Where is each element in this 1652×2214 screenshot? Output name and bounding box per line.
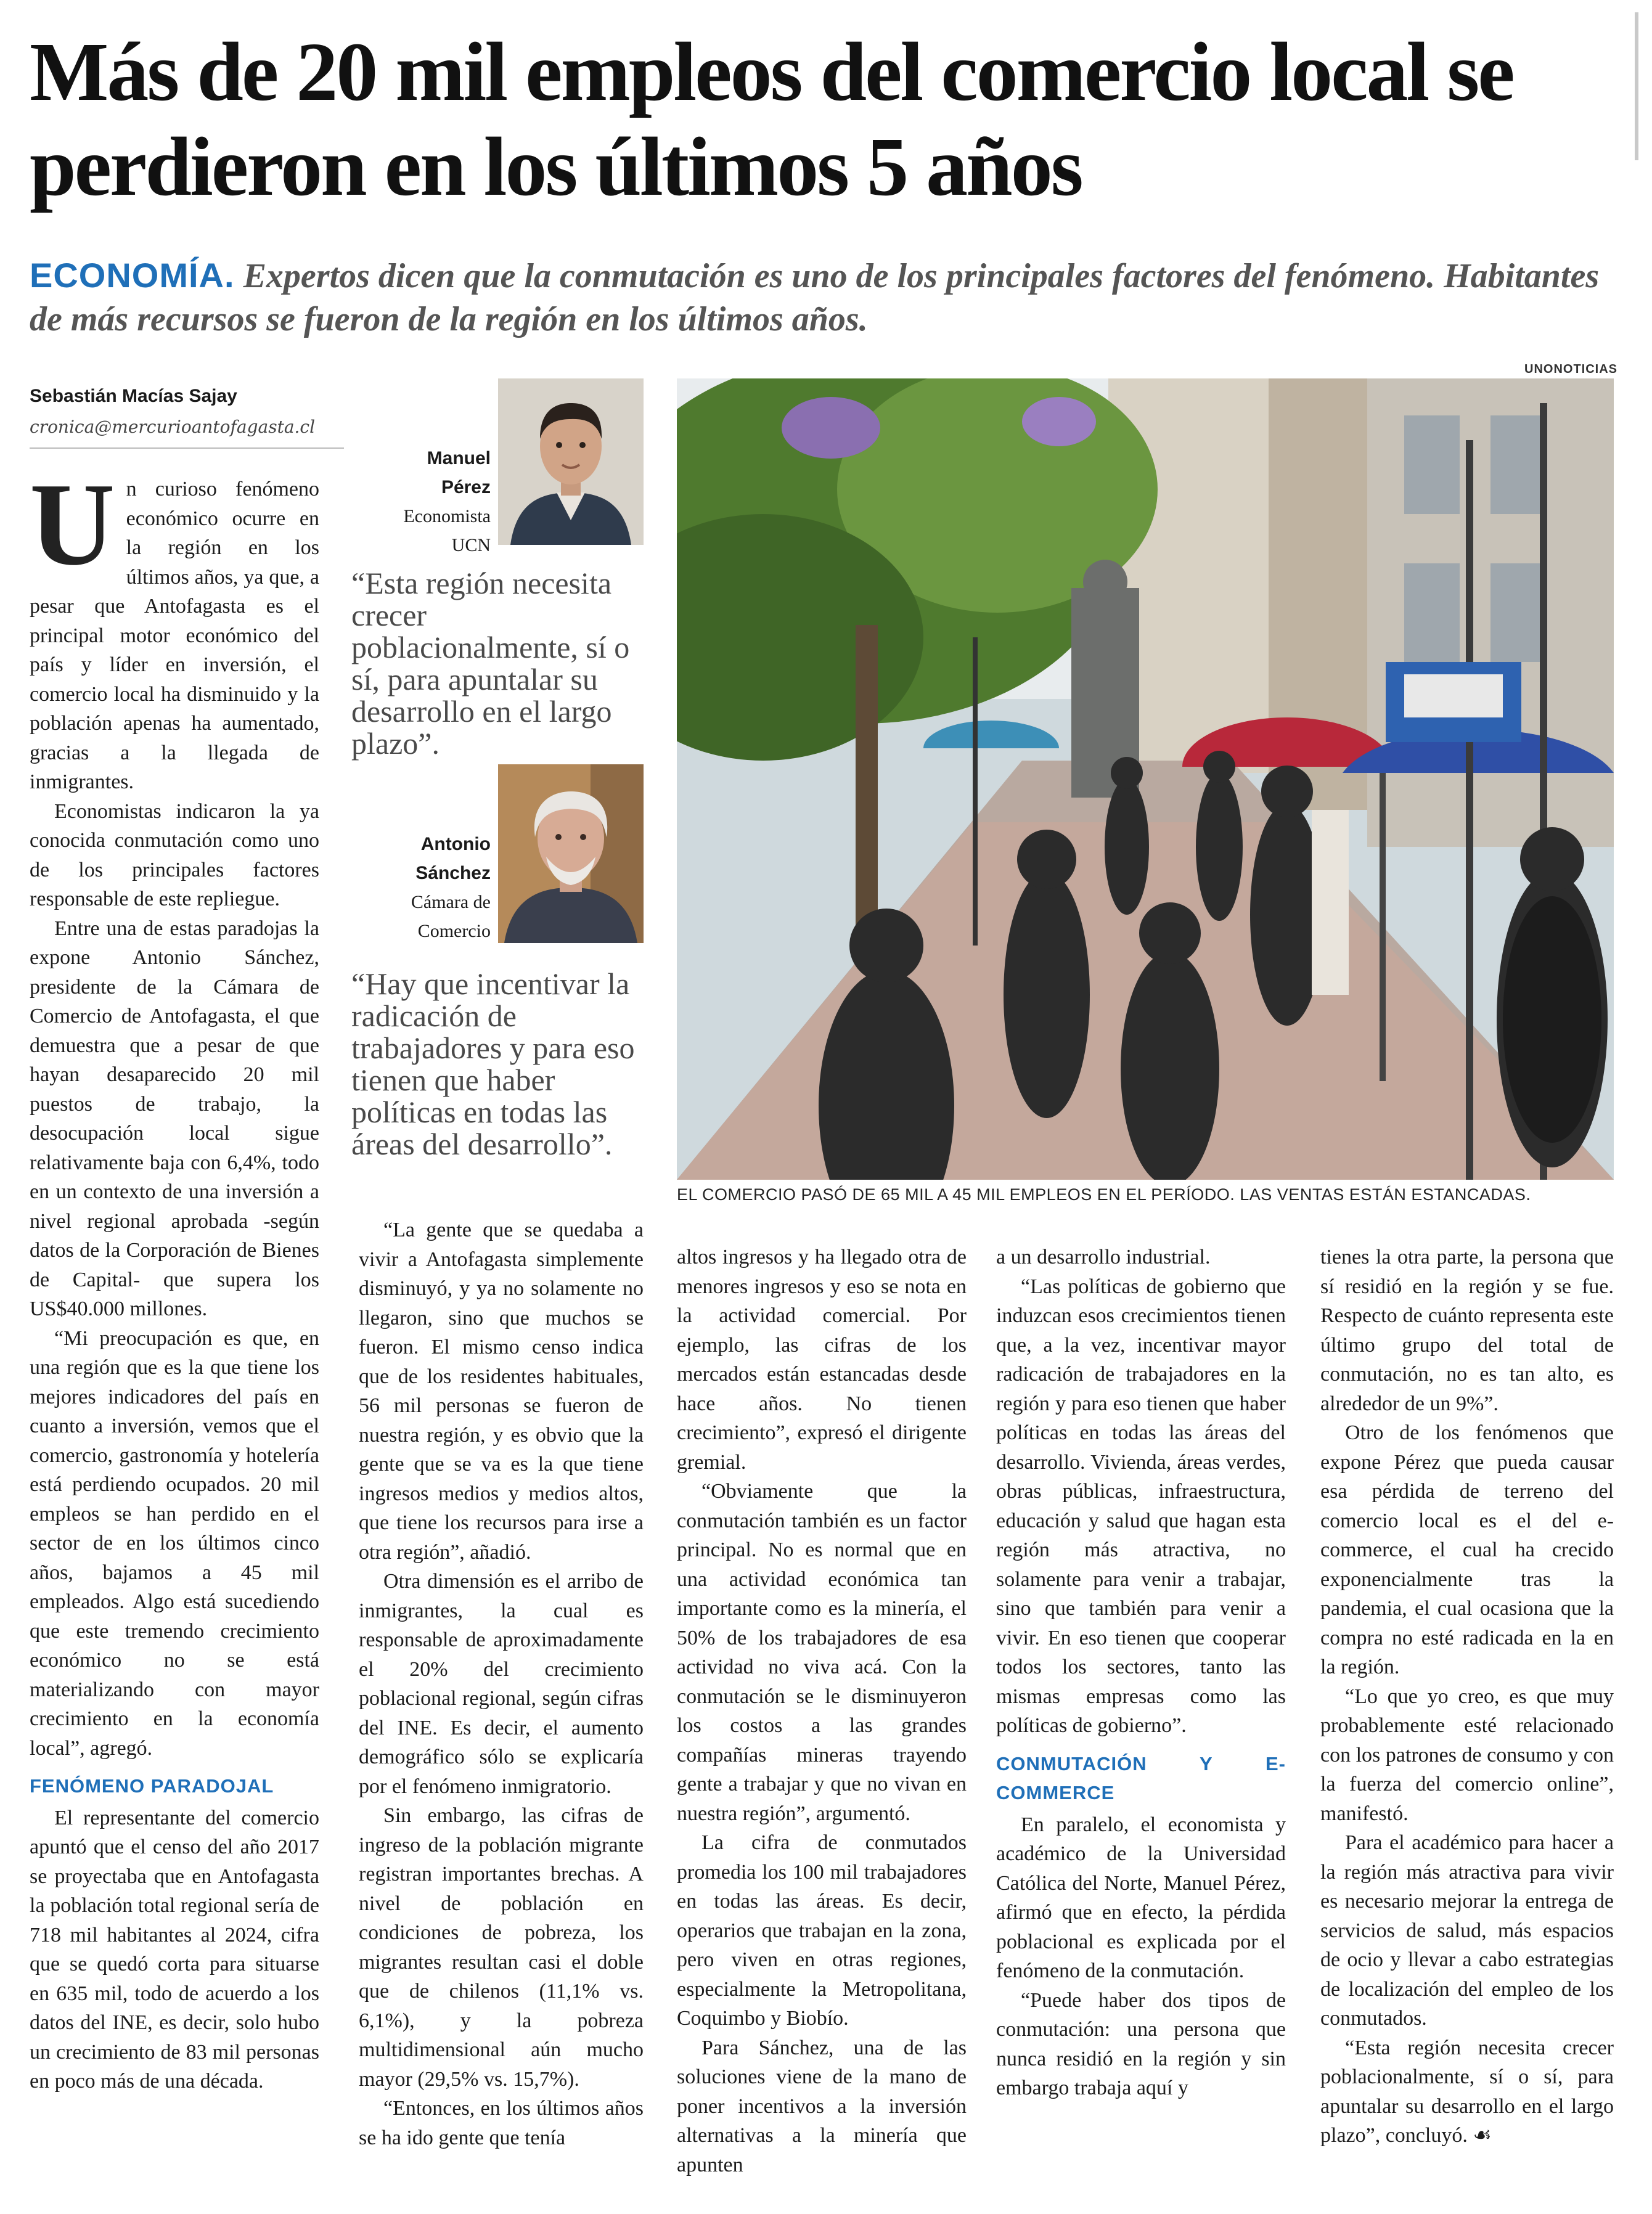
expert-2-role: Cámara de [411,892,491,912]
section-kicker: ECONOMÍA. [30,256,235,295]
portrait-manuel-perez [498,378,644,545]
page-edge-rule [1635,12,1638,160]
street-scene-illustration [677,378,1614,1180]
expert-1-info [345,444,491,560]
article-paragraph: Sin embargo, las cifras de ingreso de la población migrante registran importantes brechas. A nivel de población en condiciones de pobreza, los migrantes resultan casi el doble que de chilenos (11,1% vs. 6,1%), y la pobreza multidimensional aún mucho mayor (29,5% vs. 15,7%). [359,1804,644,2091]
expert-2-info [345,830,491,946]
article-paragraph: Entre una de estas paradojas la expone Antonio Sánchez, presidente de la Cámara de Comercio de Antofagasta, el que demuestra que a pesar de que hayan desaparecido 20 mil puestos de trabajo, la desocupación local sigue relativamente baja con 6,4%, todo en un contexto de una inversión a nivel regional aprobada -según datos de la Corporación de Bienes de Capital- que supera los US$40.000 millones. [30,917,319,1320]
photo-caption: EL COMERCIO PASÓ DE 65 MIL A 45 MIL EMPLEOS EN EL PERÍODO. LAS VENTAS ESTÁN ESTANCADAS. [677,1185,1531,1204]
expert-2-last-name: Sánchez [415,863,491,883]
expert-1-portrait [498,378,644,545]
expert-1-role: Economista [403,506,491,526]
article-column-1 [30,459,319,2096]
byline-author: Sebastián Macías Sajay [30,386,237,406]
article-column-5 [1320,1243,1614,2151]
article-paragraph: “Entonces, en los últimos años se ha ido gente que tenía [359,2097,644,2149]
article-paragraph: La cifra de conmutados promedia los 100 mil trabajadores en todas las áreas. Es decir, operarios que trabajan en la zona, pero viven en otras regiones, especialmente la Metropolitana, Coquimbo y Biobío. [677,1831,967,2030]
main-photo [677,378,1614,1180]
article-paragraph: Para el académico para hacer a la región más atractiva para vivir es necesario mejorar la entrega de servicios de salud, más espacios de ocio y llevar a cabo estrategias de localización del empleo de los conmutados. [1320,1831,1614,2030]
article-paragraph: Para Sánchez, una de las soluciones viene de la mano de poner incentivos a la inversión alternativas a la minería que apunten [677,2036,967,2176]
expert-2-org: Comercio [417,921,491,941]
portrait-antonio-sanchez [498,764,644,943]
expert-1-first-name: Manuel [427,448,491,468]
article-paragraph: El representante del comercio apuntó que el censo del año 2017 se proyectaba que en Antofagasta la población total regional sería de 718 mil habitantes al 2024, cifra que se quedó corta para situarse en 635 mil, todo de acuerdo a los datos del INE, es decir, solo hubo un crecimiento de 83 mil personas en poco más de una década. [30,1806,319,2093]
article-paragraph: “Esta región necesita crecer poblacionalmente, sí o sí, para apuntalar su desarrollo en el largo plazo”, concluyó. ☙ [1320,2036,1614,2147]
byline-email[interactable]: cronica@mercurioantofagasta.cl [30,417,316,437]
article-paragraph: a un desarrollo industrial. [996,1246,1211,1268]
article-paragraph: “Lo que yo creo, es que muy probablemente esté relacionado con los patrones de consumo y con la fuerza del comercio online”, manifestó. [1320,1685,1614,1825]
byline-divider [30,447,344,449]
article-paragraph: En paralelo, el economista y académico de la Universidad Católica del Norte, Manuel Pérez, afirmó que en efecto, la pérdida poblacional es explicada por el fenómeno de la conmutación. [996,1813,1286,1982]
article-column-3 [677,1243,967,2179]
article-column-2 [359,1215,644,2152]
expert-2-quote: “Hay que incentivar la radicación de trabajadores y para eso tienen que haber políticas en todas las áreas del desarrollo”. [351,966,635,1161]
article-paragraph: “Puede haber dos tipos de conmutación: una persona que nunca residió en la región y sin embargo trabaja aquí y [996,1988,1286,2099]
article-paragraph: Otro de los fenómenos que expone Pérez que pueda causar esa pérdida de terreno del comercio local es el del e-commerce, el cual ha crecido exponencialmente tras la pandemia, el cual ocasiona que la compra no esté radicada en la en la región. [1320,1421,1614,1678]
section-heading-fenomeno: FENÓMENO PARADOJAL [30,1775,274,1797]
article-paragraph: “La gente que se quedaba a vivir a Antofagasta simplemente disminuyó, y ya no solamente no llegaron, sino que muchos se fueron. El mismo censo indica que de los residentes habituales, 56 mil personas se fueron de nuestra región, y es obvio que la gente que se va es la que tiene ingresos medios y medios altos, que tiene los recursos para irse a otra región”, añadió. [359,1219,644,1564]
article-paragraph: “Obviamente que la conmutación también es un factor principal. No es normal que en una actividad económica tan importante como es la minería, el 50% de los trabajadores de esa actividad no viva acá. Con la conmutación se le disminuyeron los costos a las grandes compañías mineras trayendo gente a trabajar y que no vivan en nuestra región”, argumentó. [677,1480,967,1825]
article-paragraph: “Mi preocupación es que, en una región que es la que tiene los mejores indicadores del país en cuanto a inversión, vemos que el comercio, gastronomía y hotelería está perdiendo ocupados. 20 mil empleos se han perdido en el sector de en los últimos cinco años, bajamos a 45 mil empleados. Algo está sucediendo que este tremendo crecimiento económico no se está materializando con mayor crecimiento en la economía local”, agregó. [30,1326,319,1760]
article-paragraph: Otra dimensión es el arribo de inmigrantes, la cual es responsable de aproximadamente el 20% del crecimiento poblacional regional, según cifras del INE. Es decir, el aumento demográfico sólo se explicaría por el fenómeno inmigratorio. [359,1570,644,1798]
expert-2-first-name: Antonio [420,834,491,854]
expert-1-org: UCN [451,535,491,555]
article-paragraph: “Las políticas de gobierno que induzcan esos crecimientos tienen que, a la vez, incentivar mayor radicación de trabajadores en la región y para eso tienen que haber políticas en todas las áreas del desarrollo. Vivienda, áreas verdes, obras públicas, infraestructura, educación y salud que hagan esta región más atractiva, no solamente para venir a trabajar, sino que también para venir a vivir. En eso tienen que cooperar todos los sectores, tanto las mismas empresas como las políticas de gobierno”. [996,1275,1286,1737]
article-paragraph: Un curioso fenómeno económico ocurre en la región en los últimos años, ya que, a pesar que Antofagasta es el principal motor económico del país y líder en inversión, el comercio local ha disminuido y la población apenas ha aumentado, gracias a la llegada de inmigrantes. [30,459,319,793]
photo-credit: UNONOTICIAS [1524,362,1617,376]
article-paragraph: altos ingresos y ha llegado otra de menores ingresos y eso se nota en la actividad comercial. Por ejemplo, las cifras de los mercados están estancadas desde hace años. No tienen crecimiento”, expresó el dirigente gremial. [677,1246,967,1474]
expert-1-last-name: Pérez [441,477,491,497]
article-column-4 [996,1243,1286,2103]
article-paragraph: tienes la otra parte, la persona que sí residió en la región y se fue. Respecto de cuánto representa este último grupo del total de conmutación, no es tan alto, es alrededor de un 9%”. [1320,1246,1614,1415]
subhead [30,254,1608,341]
headline: Más de 20 mil empleos del comercio local se perdieron en los últimos 5 años [30,26,1513,213]
drop-cap: U [30,459,115,590]
subhead-text: Expertos dicen que la conmutación es uno de los principales factores del fenómeno. Habitantes de más recursos se fueron de la región en los últimos años. [30,257,1600,338]
expert-2-portrait [498,764,644,943]
expert-1-quote: “Esta región necesita crecer poblacionalmente, sí o sí, para apuntalar su desarrollo en el largo plazo”. [351,566,630,761]
section-heading-conmutacion: CONMUTACIÓN Y E-COMMERCE [996,1752,1286,1803]
article-paragraph: Economistas indicaron la ya conocida conmutación como uno de los principales factores responsable de este repliegue. [30,799,319,910]
